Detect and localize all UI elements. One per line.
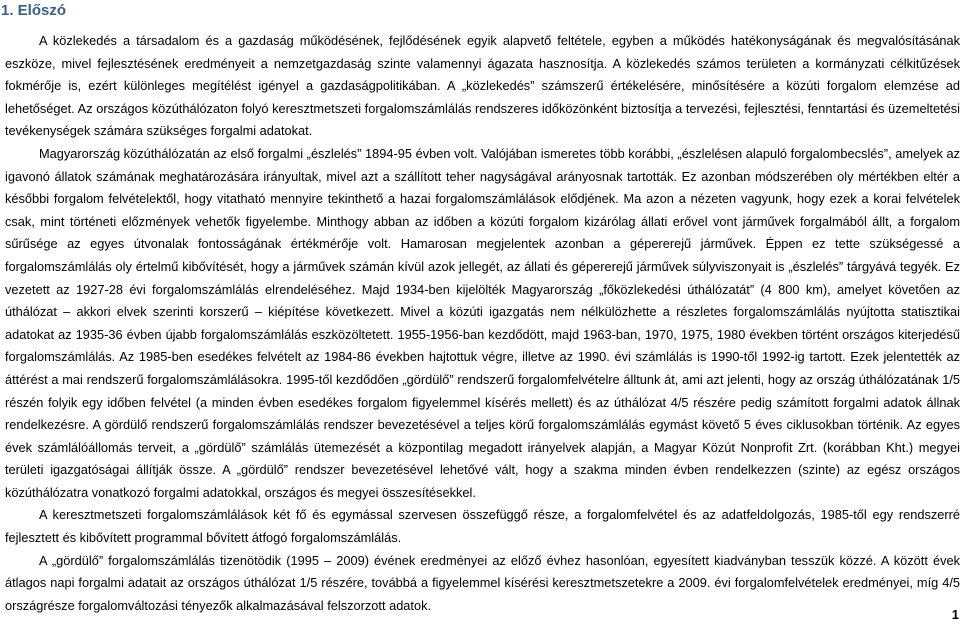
paragraph-3: A keresztmetszeti forgalomszámlálások két fő és egymással szervesen összefüggő része, a forgalomfelvétel és az adatfeldolgozás, 1985-től egy rendszerré fejlesztett és kibővített programmal bővített átfogó forgalomszámlálás. — [5, 507, 960, 546]
document-body — [5, 30, 960, 617]
paragraph-2: Magyarország közúthálózatán az első forgalmi „észlelés” 1894-95 évben volt. Valójában ismeretes több korábbi, „észlelésen alapuló forgalombecslés”, amelyek az igavonó állatok számának meghatározására irányultak, mivel azt a szállított teher nagyságával arányosnak tartották. Ez azonban módszerében oly mértékben eltér a későbbi forgalom felvételektől, hogy vitatható mennyire tekinthető a hazai forgalomszámlálások elődjének. Ma azon a nézeten vagyunk, hogy ezek a korai felvételek csak, mint történeti előzmények vehetők figyelembe. Minthogy abban az időben a közúti forgalom kizárólag állati erővel vont járművek forgalmából állt, a forgalom sűrűsége az egyes útvonalak fontosságának értékmérője volt. Hamarosan megjelentek azonban a gépererejű járművek. Éppen ez tette szükségessé a forgalomszámlálás oly értelmű kibővítését, hogy a járművek számán kívül azok jellegét, az állati és gépererejű járművek súlyviszonyait is „észlelés” tárgyává tegyék. Ez vezetett az 1927-28 évi forgalomszámlálás elrendeléséhez. Majd 1934-ben kijelölték Magyarország „főközlekedési úthálózatát” (4 800 km), amelyet követően az úthálózat – akkori elvek szerinti korszerű – kiépítése következett. Mivel a közúti igazgatás nem nélkülözhette a részletes forgalomszámlálás nyújtotta statisztikai adatokat az 1935-36 évben újabb forgalomszámlálás eszközöltetett. 1955-1956-ban kezdődött, majd 1963-ban, 1970, 1975, 1980 években történt országos kiterjedésű forgalomszámlálás. Az 1985-ben esedékes felvételt az 1984-86 években hajtottuk végre, illetve az 1990. évi számlálás is 1990-től 1992-ig tartott. Ezek jelentették az áttérést a mai rendszerű forgalomszámlálásokra. 1995-től kezdődően „gördülő” rendszerű forgalomfelvételre álltunk át, ami azt jelenti, hogy az ország úthálózatának 1/5 részén folyik egy időben felvétel (a minden évben esedékes forgalom figyelemmel kísérés mellett) és az úthálózat 4/5 részére pedig számított forgalmi adatok állnak rendelkezésre. A gördülő rendszerű forgalomszámlálás rendszer bevezetésével a teljes körű forgalomszámlálás egymást követő 5 éves ciklusokban történik. Az egyes évek számlálóállomás terveit, a „gördülő” számlálás ütemezését a központilag megadott irányelvek alapján, a Magyar Közút Nonprofit Zrt. (korábban Kht.) megyei területi igazgatóságai állítják össze. A „gördülő” rendszer bevezetésével lehetővé vált, hogy a szakma minden évben rendelkezzen (szinte) az egész országos közúthálózatra vonatkozó forgalmi adatokkal, országos és megyei összesítésekkel. — [5, 145, 960, 500]
paragraph-4: A „gördülő” forgalomszámlálás tizenötödik (1995 – 2009) évének eredményei az előző évhez hasonlóan, egyesített kiadványban tesszük közzé. A között évek átlagos napi forgalmi adatait az országos úthálózat 1/5 részére, továbbá a figyelemmel kísérési keresztmetszetekre a 2009. évi forgalomfelvételek eredményei, míg 4/5 országrésze forgalomváltozási tényezők alkalmazásával felszorzott adatok. — [5, 552, 960, 613]
page-number: 1 — [951, 607, 959, 622]
section-heading: 1. Előszó — [1, 2, 67, 19]
paragraph-1: A közlekedés a társadalom és a gazdaság működésének, fejlődésének egyik alapvető feltétele, egyben a működés hatékonyságának és megvalósításának eszköze, mivel fejlesztésének eredményeit a nemzetgazdaság szinte valamennyi ágazata hasznosítja. A közlekedés számos területen a kormányzati célkitűzések fokmérője is, ezért különleges megítélést igényel a gazdaságpolitikában. A „közlekedés” számszerű értékelésére, minősítésére a közúti forgalom elemzése ad lehetőséget. Az országos közúthálózaton folyó keresztmetszeti forgalomszámlálás rendszeres időközönként biztosítja a tervezési, fejlesztési, fenntartási és üzemeltetési tevékenységek számára szükséges forgalmi adatokat. — [5, 33, 960, 139]
